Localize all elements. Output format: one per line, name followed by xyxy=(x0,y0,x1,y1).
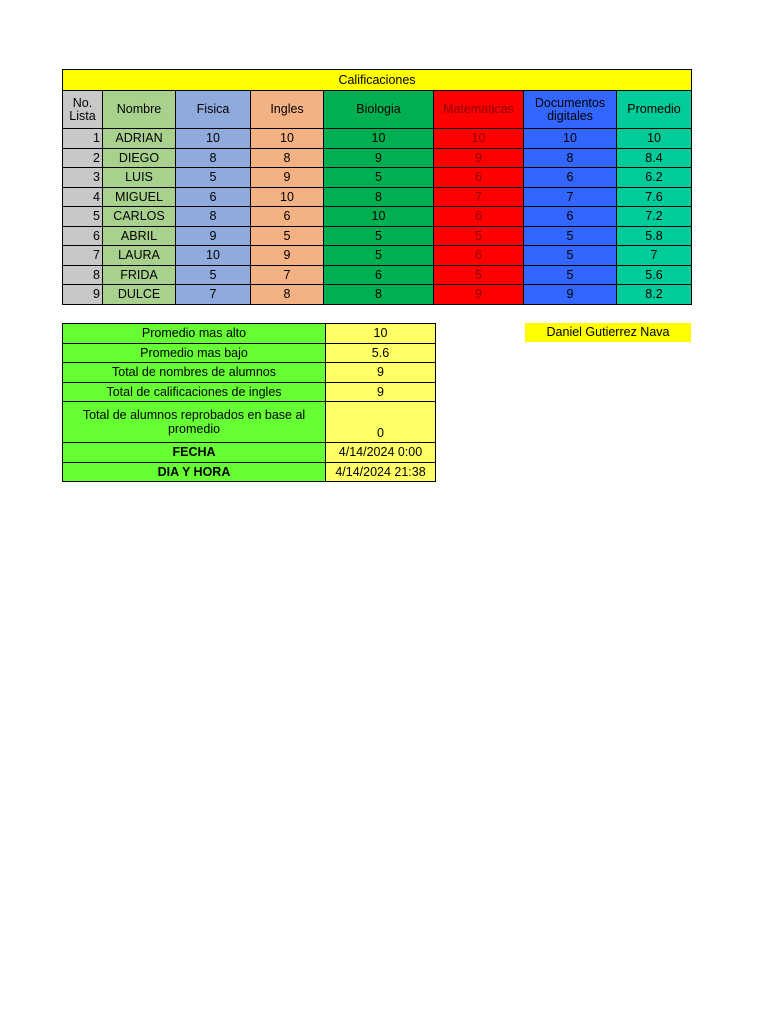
summary-row xyxy=(63,402,436,443)
summary-label[interactable]: Promedio mas bajo xyxy=(63,343,326,363)
header-documentos[interactable]: Documentos digitales xyxy=(524,91,617,129)
cell-ingles[interactable]: 10 xyxy=(251,187,324,207)
summary-row xyxy=(63,382,436,402)
table-title[interactable]: Calificaciones xyxy=(63,70,692,91)
cell-ingles[interactable]: 5 xyxy=(251,226,324,246)
header-promedio[interactable]: Promedio xyxy=(617,91,692,129)
cell-documentos[interactable]: 5 xyxy=(524,265,617,285)
cell-fisica[interactable]: 8 xyxy=(176,148,251,168)
table-row xyxy=(63,129,692,149)
cell-fisica[interactable]: 10 xyxy=(176,246,251,266)
summary-label[interactable]: Total de alumnos reprobados en base al promedio xyxy=(63,402,326,443)
table-row xyxy=(63,187,692,207)
summary-label[interactable]: Total de calificaciones de ingles xyxy=(63,382,326,402)
cell-documentos[interactable]: 5 xyxy=(524,226,617,246)
cell-nombre[interactable]: CARLOS xyxy=(103,207,176,227)
cell-biologia[interactable]: 5 xyxy=(324,168,434,188)
summary-row xyxy=(63,343,436,363)
cell-matematicas[interactable]: 5 xyxy=(434,226,524,246)
table-row xyxy=(63,226,692,246)
summary-value[interactable]: 9 xyxy=(326,363,436,383)
cell-promedio[interactable]: 7.2 xyxy=(617,207,692,227)
cell-biologia[interactable]: 10 xyxy=(324,207,434,227)
header-fisica[interactable]: Fisica xyxy=(176,91,251,129)
cell-nombre[interactable]: ADRIAN xyxy=(103,129,176,149)
table-row xyxy=(63,168,692,188)
cell-documentos[interactable]: 5 xyxy=(524,246,617,266)
summary-row xyxy=(63,443,436,463)
cell-matematicas[interactable]: 9 xyxy=(434,285,524,305)
cell-documentos[interactable]: 8 xyxy=(524,148,617,168)
cell-biologia[interactable]: 10 xyxy=(324,129,434,149)
cell-matematicas[interactable]: 10 xyxy=(434,129,524,149)
cell-promedio[interactable]: 6.2 xyxy=(617,168,692,188)
cell-nombre[interactable]: FRIDA xyxy=(103,265,176,285)
summary-row xyxy=(63,324,436,344)
cell-no[interactable]: 3 xyxy=(63,168,103,188)
cell-biologia[interactable]: 8 xyxy=(324,285,434,305)
cell-ingles[interactable]: 7 xyxy=(251,265,324,285)
cell-ingles[interactable]: 9 xyxy=(251,168,324,188)
header-no-lista[interactable]: No. Lista xyxy=(63,91,103,129)
cell-matematicas[interactable]: 6 xyxy=(434,207,524,227)
table-row xyxy=(63,265,692,285)
cell-no[interactable]: 4 xyxy=(63,187,103,207)
table-title-row xyxy=(63,70,692,91)
summary-label[interactable]: FECHA xyxy=(63,443,326,463)
summary-row xyxy=(63,363,436,383)
header-matematicas[interactable]: Matematicas xyxy=(434,91,524,129)
cell-no[interactable]: 6 xyxy=(63,226,103,246)
cell-promedio[interactable]: 5.6 xyxy=(617,265,692,285)
cell-nombre[interactable]: DULCE xyxy=(103,285,176,305)
header-ingles[interactable]: Ingles xyxy=(251,91,324,129)
cell-ingles[interactable]: 6 xyxy=(251,207,324,227)
summary-value[interactable]: 5.6 xyxy=(326,343,436,363)
cell-fisica[interactable]: 6 xyxy=(176,187,251,207)
cell-no[interactable]: 7 xyxy=(63,246,103,266)
summary-label[interactable]: DIA Y HORA xyxy=(63,462,326,482)
cell-nombre[interactable]: LAURA xyxy=(103,246,176,266)
cell-ingles[interactable]: 8 xyxy=(251,148,324,168)
cell-biologia[interactable]: 5 xyxy=(324,226,434,246)
cell-no[interactable]: 8 xyxy=(63,265,103,285)
cell-matematicas[interactable]: 6 xyxy=(434,168,524,188)
cell-ingles[interactable]: 9 xyxy=(251,246,324,266)
table-row xyxy=(63,246,692,266)
cell-fisica[interactable]: 5 xyxy=(176,168,251,188)
cell-fisica[interactable]: 5 xyxy=(176,265,251,285)
cell-promedio[interactable]: 8.4 xyxy=(617,148,692,168)
cell-biologia[interactable]: 6 xyxy=(324,265,434,285)
cell-documentos[interactable]: 10 xyxy=(524,129,617,149)
cell-matematicas[interactable]: 5 xyxy=(434,265,524,285)
cell-biologia[interactable]: 9 xyxy=(324,148,434,168)
table-row xyxy=(63,207,692,227)
cell-no[interactable]: 1 xyxy=(63,129,103,149)
cell-matematicas[interactable]: 9 xyxy=(434,148,524,168)
cell-biologia[interactable]: 5 xyxy=(324,246,434,266)
cell-fisica[interactable]: 10 xyxy=(176,129,251,149)
header-row xyxy=(63,91,692,129)
cell-matematicas[interactable]: 7 xyxy=(434,187,524,207)
cell-promedio[interactable]: 8.2 xyxy=(617,285,692,305)
summary-label[interactable]: Total de nombres de alumnos xyxy=(63,363,326,383)
cell-documentos[interactable]: 6 xyxy=(524,168,617,188)
cell-nombre[interactable]: DIEGO xyxy=(103,148,176,168)
grades-table xyxy=(62,69,692,305)
cell-no[interactable]: 2 xyxy=(63,148,103,168)
header-biologia[interactable]: Biologia xyxy=(324,91,434,129)
cell-documentos[interactable]: 6 xyxy=(524,207,617,227)
cell-promedio[interactable]: 5.8 xyxy=(617,226,692,246)
cell-promedio[interactable]: 7.6 xyxy=(617,187,692,207)
cell-biologia[interactable]: 8 xyxy=(324,187,434,207)
summary-value[interactable]: 0 xyxy=(326,402,436,443)
cell-fisica[interactable]: 7 xyxy=(176,285,251,305)
cell-fisica[interactable]: 9 xyxy=(176,226,251,246)
table-row xyxy=(63,148,692,168)
cell-matematicas[interactable]: 6 xyxy=(434,246,524,266)
author-name-cell[interactable]: Daniel Gutierrez Nava xyxy=(525,323,691,342)
cell-ingles[interactable]: 8 xyxy=(251,285,324,305)
cell-documentos[interactable]: 7 xyxy=(524,187,617,207)
summary-label[interactable]: Promedio mas alto xyxy=(63,324,326,344)
summary-value[interactable]: 4/14/2024 0:00 xyxy=(326,443,436,463)
summary-value[interactable]: 4/14/2024 21:38 xyxy=(326,462,436,482)
cell-fisica[interactable]: 8 xyxy=(176,207,251,227)
cell-nombre[interactable]: ABRIL xyxy=(103,226,176,246)
table-row xyxy=(63,285,692,305)
cell-nombre[interactable]: LUIS xyxy=(103,168,176,188)
cell-nombre[interactable]: MIGUEL xyxy=(103,187,176,207)
cell-no[interactable]: 5 xyxy=(63,207,103,227)
summary-row xyxy=(63,462,436,482)
summary-table xyxy=(62,323,436,482)
cell-no[interactable]: 9 xyxy=(63,285,103,305)
cell-ingles[interactable]: 10 xyxy=(251,129,324,149)
header-nombre[interactable]: Nombre xyxy=(103,91,176,129)
cell-documentos[interactable]: 9 xyxy=(524,285,617,305)
summary-value[interactable]: 10 xyxy=(326,324,436,344)
cell-promedio[interactable]: 7 xyxy=(617,246,692,266)
cell-promedio[interactable]: 10 xyxy=(617,129,692,149)
summary-value[interactable]: 9 xyxy=(326,382,436,402)
